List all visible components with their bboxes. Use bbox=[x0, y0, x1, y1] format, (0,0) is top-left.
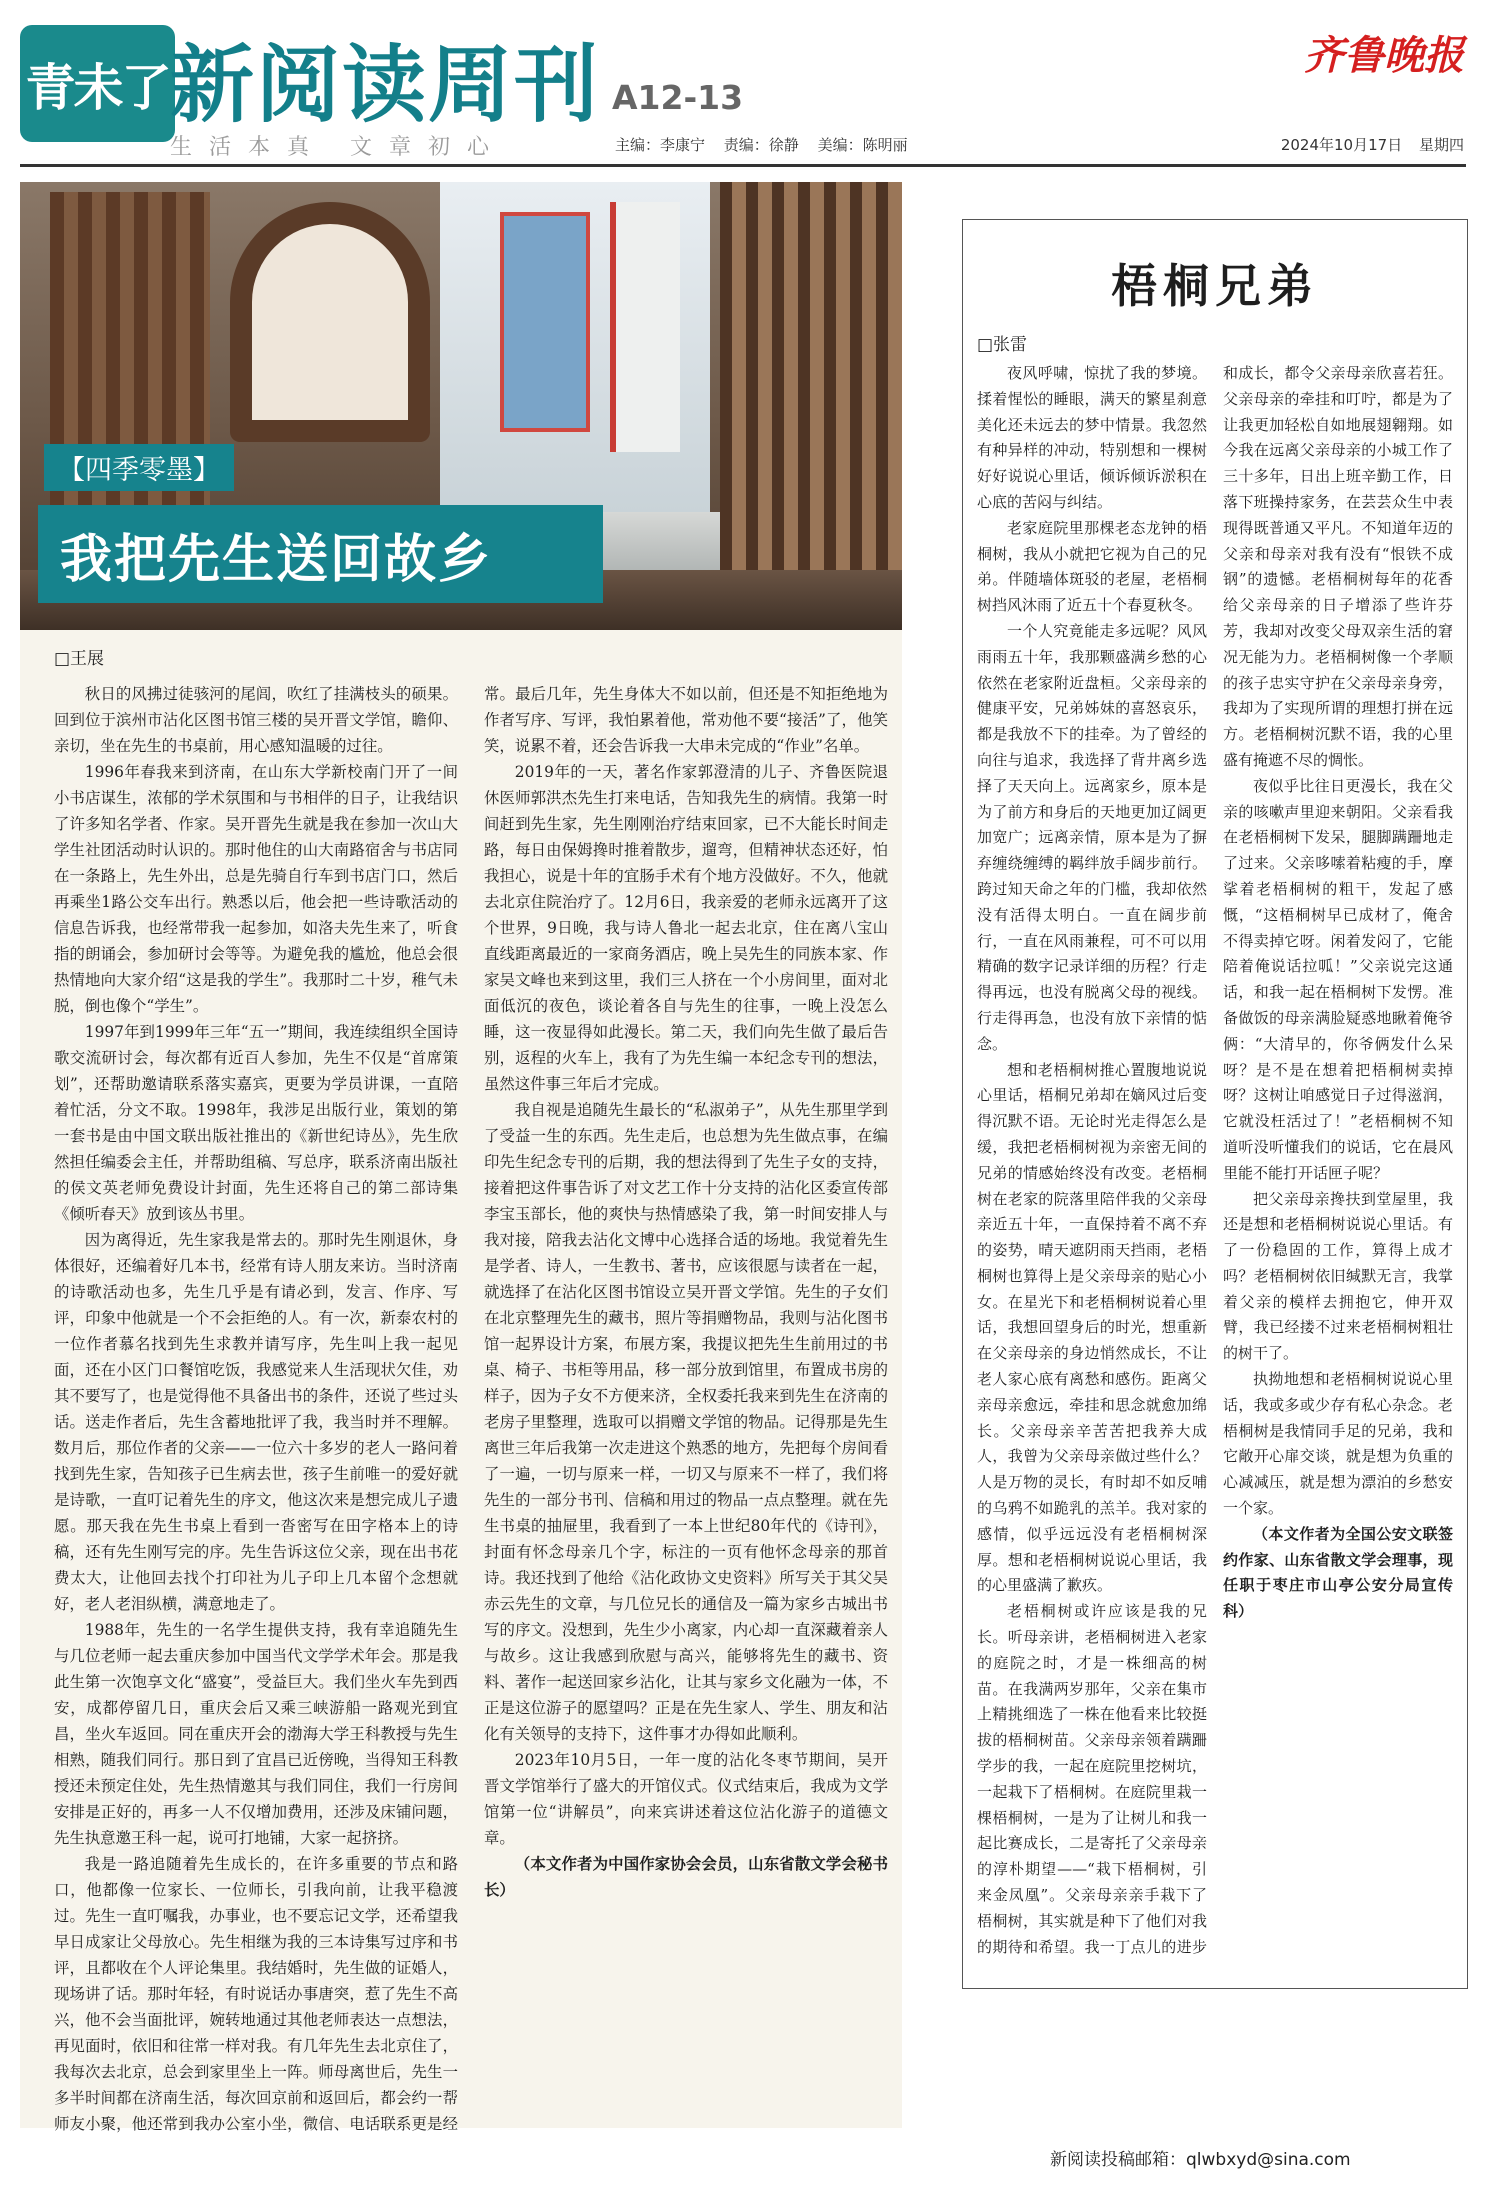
article-paragraph: 2023年10月5日，一年一度的沾化冬枣节期间，吴开晋文学馆举行了盛大的开馆仪式。仪式结束后，我成为文学馆第一位“讲解员”，向来宾讲述着这位沾化游子的道德文章。 bbox=[484, 1751, 888, 1847]
newspaper-logo: 齐鲁晚报 bbox=[1304, 32, 1464, 79]
article-paragraph: 因为离得近，先生家我是常去的。那时先生刚退休，身体很好，还编着好几本书，经常有诗人朋友来访。当时济南的诗歌活动也多，先生几乎是有请必到，发言、作序、写评，印象中他就是一个不会拒绝的人。有一次，新泰农村的一位作者慕名找到先生求教并请写序，先生叫上我一起见面，还在小区门口餐馆吃饭，我感觉来人生活现状欠佳，劝其不要写了，也是觉得他不具备出书的条件，还说了些过头话。送走作者后，先生含蓄地批评了我，我当时并不理解。数月后，那位作者的父亲——一位六十多岁的老人一路问着找到先生家，告知孩子已生病去世，孩子生前唯一的爱好就是诗歌，一直叮记着先生的序文，他这次来是想完成儿子遗愿。那天我在先生书桌上看到一沓密写在田字格本上的诗稿，还有先生刚写完的序。先生告诉这位父亲，现在出书花费太大，让他回去找个打印社为儿子印上几本留个念想就好，老人老泪纵横，满意地走了。 bbox=[54, 1231, 458, 1613]
essay-byline: □张雷 bbox=[977, 335, 1028, 355]
article-paragraph: 1988年，先生的一名学生提供支持，我有幸追随先生与几位老师一起去重庆参加中国当代文学学术年会。那是我此生第一次饱享文化“盛宴”，受益巨大。我们坐火车先到西安，成都停留几日，重庆会后又乘三峡游船一路观光到宜昌，坐火车返回。同在重庆开会的渤海大学王科教授与先生相熟，随我们同行。那日到了宜昌已近傍晚，当得知王科教授还未预定住处，先生热情邀其与我们同住，我们一行房间安排是正好的，再多一人不仅增加费用，还涉及床铺问题，先生执意邀王科一起，说可打地铺，大家一起挤挤。 bbox=[54, 1621, 458, 1847]
issue-date bbox=[1269, 134, 1464, 155]
photo-display-panel bbox=[500, 212, 590, 432]
feature-article bbox=[20, 630, 902, 2133]
headline-banner bbox=[38, 505, 603, 603]
feature-body bbox=[54, 681, 888, 2141]
article-paragraph: 老家庭院里那棵老态龙钟的梧桐树，我从小就把它视为自己的兄弟。伴随墙体斑驳的老屋，老梧桐树挡风沐雨了近五十个春夏秋冬。 bbox=[977, 518, 1207, 615]
column-label: 【四季零墨】 bbox=[44, 444, 234, 491]
photo-display-panel bbox=[610, 202, 680, 452]
page-title: 新阅读周刊 bbox=[170, 35, 601, 134]
essay-body bbox=[977, 361, 1453, 1976]
article-paragraph: 夜风呼啸，惊扰了我的梦境。揉着惺忪的睡眼，满天的繁星刹意美化还未远去的梦中情景。我忽然有种异样的冲动，特别想和一棵树好好说说心里话，倾诉倾诉淤积在心底的苦闷与纠结。 bbox=[977, 364, 1207, 511]
weekday-text: 星期四 bbox=[1418, 136, 1464, 154]
author-note: （本文作者为全国公安文联签约作家、山东省散文学会理事，现任职于枣庄市山亭公安分局宣传科） bbox=[1223, 1524, 1453, 1621]
article-paragraph: 秋日的风拂过徒骇河的尾闾，吹红了挂满枝头的硕果。回到位于滨州市沾化区图书馆三楼的吴开晋文学馆，瞻仰、亲切，坐在先生的书桌前，用心感知温暖的过往。 bbox=[54, 685, 458, 755]
date-text: 2024年10月17日 bbox=[1280, 136, 1403, 154]
article-paragraph: 老梧桐树或许应该是我的兄长。听母亲讲，老梧桐树进入老家的庭院之时，才是一株细高的树苗。在我满两岁那年，父亲在集市上精挑细选了一株在他看来比较挺拔的梧桐树苗。父亲母亲领着蹒跚学步的我，一起在庭院里挖树坑，一起栽下了梧桐树。在庭院里栽一棵梧桐树，一是为了让树儿和我一起比赛成长，二是寄托了父亲母亲的淳朴期望——“栽下梧桐树，引来金凤凰”。父亲母亲亲手栽下了梧桐树，其实就是种下了他们对我的期待和希望。我一丁点儿的进步和成长，都令父亲母亲欣喜若狂。父亲母亲的牵挂和叮咛，都是为了让我更加轻松自如地展翅翱翔。如今我在远离父亲母亲的小城工作了三十多年，日出上班辛勤工作，日落下班操持家务，在芸芸众生中表现得既普通又平凡。不知道年迈的父亲和母亲对我有没有“恨铁不成钢”的遗憾。老梧桐树每年的花香给父亲母亲的日子增添了些许芬芳，我却对改变父母双亲生活的窘况无能为力。老梧桐树像一个孝顺的孩子忠实守护在父亲母亲身旁，我却为了实现所谓的理想打拼在远方。老梧桐树沉默不语，我的心里盛有掩遮不尽的惆怅。 bbox=[977, 364, 1453, 1956]
article-paragraph: 一个人究竟能走多远呢？风风雨雨五十年，我那颗盛满乡愁的心依然在老家附近盘桓。父亲母亲的健康平安，兄弟姊妹的喜怒哀乐，都是我放不下的挂牵。为了曾经的向往与追求，我选择了背井离乡选择了天天向上。远离家乡，原本是为了前方和身后的天地更加辽阔更加宽广；远离亲情，原本是为了摒弃缠绕缠缚的羁绊放手阔步前行。跨过知天命之年的门槛，我却依然没有活得太明白。一直在阔步前行，一直在风雨兼程，可不可以用精确的数字记录详细的历程？行走得再远，也没有脱离父母的视线。行走得再急，也没有放下亲情的惦念。 bbox=[977, 621, 1207, 1053]
article-paragraph: 1996年春我来到济南，在山东大学新校南门开了一间小书店谋生，浓郁的学术氛围和与书相伴的日子，让我结识了许多知名学者、作家。吴开晋先生就是我在参加一次山大学生社团活动时认识的。那时他住的山大南路宿舍与书店同在一条路上，先生外出，总是先骑自行车到书店门口，然后再乘坐1路公交车出行。熟悉以后，他会把一些诗歌活动的信息告诉我，也经常带我一起参加，如洛夫先生来了，听食指的朗诵会，参加研讨会等等。为避免我的尴尬，他总会很热情地向大家介绍“这是我的学生”。我那时二十岁，稚气未脱，倒也像个“学生”。 bbox=[54, 763, 458, 1015]
page-number: A12-13 bbox=[612, 78, 744, 117]
article-paragraph: 执拗地想和老梧桐树说说心里话，我或多或少存有私心杂念。老梧桐树是我情同手足的兄弟，我和它敞开心扉交谈，就是想为负重的心减减压，就是想为漂泊的乡愁安一个家。 bbox=[1223, 1370, 1453, 1518]
column-logo: 青未了 bbox=[20, 25, 175, 142]
editor-credits bbox=[615, 134, 922, 155]
article-paragraph: 1997年到1999年三年“五一”期间，我连续组织全国诗歌交流研讨会，每次都有近百人参加，先生不仅是“首席策划”，还帮助邀请联系落实嘉宾，更要为学员讲课，一直陪着忙活，分文不取。1998年，我涉足出版行业，策划的第一套书是由中国文联出版社推出的《新世纪诗丛》，先生欣然担任编委会主任，并帮助组稿、写总序，联系济南出版社的侯文英老师免费设计封面，先生还将自己的第二部诗集《倾听春天》放到该丛书里。 bbox=[54, 1023, 458, 1223]
article-paragraph: 我自视是追随先生最长的“私淑弟子”，从先生那里学到了受益一生的东西。先生走后，也总想为先生做点事，在编印先生纪念专刊的后期，我的想法得到了先生子女的支持，接着把这件事告诉了对文艺工作十分支持的沾化区委宣传部李宝玉部长，他的爽快与热情感染了我，第一时间安排人与我对接，陪我去沾化文博中心选择合适的场地。我觉着先生是学者、诗人，一生教书、著书，应该很愿与读者在一起，就选择了在沾化区图书馆设立吴开晋文学馆。先生的子女们在北京整理先生的藏书，照片等捐赠物品，我则与沾化图书馆一起界设计方案，布展方案，我提议把先生生前用过的书桌、椅子、书柜等用品，移一部分放到馆里，布置成书房的样子，因为子女不方便来济，全权委托我来到先生在济南的老房子里整理，选取可以捐赠文学馆的物品。记得那是先生离世三年后我第一次走进这个熟悉的地方，先把每个房间看了一遍，一切与原来一样，一切又与原来不一样了，我们将先生的一部分书刊、信稿和用过的物品一点点整理。就在先生书桌的抽屉里，我看到了一本上世纪80年代的《诗刊》，封面有怀念母亲几个字，标注的一页有他怀念母亲的那首诗。我还找到了他给《沾化政协文史资料》所写关于其父吴赤云先生的文章，与几位兄长的通信及一篇为家乡古城出书写的序文。没想到，先生少小离家，内心却一直深藏着亲人与故乡。这让我感到欣慰与高兴，能够将先生的藏书、资料、著作一起送回家乡沾化，让其与家乡文化融为一体，不正是这位游子的愿望吗？正是在先生家人、学生、朋友和沾化有关领导的支持下，这件事才办得如此顺利。 bbox=[484, 1101, 888, 1743]
essay-title: 梧桐兄弟 bbox=[1111, 259, 1319, 313]
art-editor: 美编：陈明丽 bbox=[817, 136, 908, 154]
article-paragraph: 夜似乎比往日更漫长，我在父亲的咳嗽声里迎来朝阳。父亲看我在老梧桐树下发呆，腿脚蹒跚地走了过来。父亲哆嗦着粘瘦的手，摩挲着老梧桐树的粗干，发起了感慨，“这梧桐树早已成材了，俺舍不得卖掉它呀。闲着发闷了，它能陪着俺说话拉呱！”父亲说完这通话，和我一起在梧桐树下发愣。准备做饭的母亲满脸疑惑地瞅着俺爷俩：“大清早的，你爷俩发什么呆呀？是不是在想着把梧桐树卖掉呀？这树让咱感觉日子过得滋润，它就没枉活过了！”老梧桐树不知道听没听懂我们的说话，它在晨风里能不能打开话匣子呢？ bbox=[1223, 776, 1453, 1182]
article-paragraph: 我是一路追随着先生成长的，在许多重要的节点和路口，他都像一位家长、一位师长，引我向前，让我平稳渡过。先生一直叮嘱我，办事业，也不要忘记文学，还希望我早日成家让父母放心。先生相继为我的三本诗集写过序和书评，且都收在个人评论集里。我结婚时，先生做的证婚人，现场讲了话。那时年轻，有时说话办事唐突，惹了先生不高兴，他不会当面批评，婉转地通过其他老师表达一点想法，再见面时，依旧和往常一样对我。有几年先生去北京住了，我每次去北京，总会到家里坐上一阵。师母离世后，先生一多半时间都在济南生活，每次回京前和返回后，都会约一帮师友小聚，他还常到我办公室小坐，微信、电话联系更是经常。最后几年，先生身体大不如以前，但还是不知拒绝地为作者写序、写评，我怕累着他，常劝他不要“接活”了，他笑笑，说累不着，还会告诉我一大串未完成的“作业”名单。 bbox=[54, 685, 888, 2133]
photo-moon-gate bbox=[230, 202, 430, 442]
page-slogan: 生活本真 文章初心 bbox=[170, 135, 506, 160]
essay-box bbox=[962, 219, 1468, 1989]
chief-editor: 主编：李康宁 bbox=[615, 136, 706, 154]
article-paragraph: 把父亲母亲搀扶到堂屋里，我还是想和老梧桐树说说心里话。有了一份稳固的工作，算得上成才吗？老梧桐树依旧缄默无言，我掌着父亲的模样去拥抱它，伸开双臂，我已经搂不过来老梧桐树粗壮的树干了。 bbox=[1223, 1189, 1453, 1363]
feature-headline: 我把先生送回故乡 bbox=[60, 528, 493, 590]
duty-editor: 责编：徐静 bbox=[723, 136, 799, 154]
article-paragraph: 想和老梧桐树推心置腹地说说心里话，梧桐兄弟却在嫡风过后变得沉默不语。无论时光走得怎么是缓，我把老梧桐树视为亲密无间的兄弟的情感始终没有改变。老梧桐树在老家的院落里陪伴我的父亲母亲近五十年，一直保持着不离不弃的姿势，晴天遮阴雨天挡雨，老梧桐树也算得上是父亲母亲的贴心小女。在星光下和老梧桐树说着心里话，我想回望身后的时光，想重新在父亲母亲的身边悄然成长，不让老人家心底有离愁和感伤。距离父亲母亲愈远，牵挂和思念就愈加绵长。父亲母亲辛苦苦把我养大成人，我曾为父亲母亲做过些什么？人是万物的灵长，有时却不如反哺的乌鸦不如跪乳的羔羊。我对家的感情，似乎远远没有老梧桐树深厚。想和老梧桐树说说心里话，我的心里盛满了歉疚。 bbox=[977, 1060, 1207, 1595]
feature-byline: □王展 bbox=[54, 649, 105, 669]
submission-email: 新阅读投稿邮箱：qlwbxyd@sina.com bbox=[1050, 2150, 1351, 2170]
photo-wood-screen bbox=[720, 182, 902, 630]
masthead-divider bbox=[20, 164, 1466, 167]
author-note: （本文作者为中国作家协会会员，山东省散文学会秘书长） bbox=[484, 1855, 888, 1899]
article-paragraph: 2019年的一天，著名作家郭澄清的儿子、齐鲁医院退休医师郭洪杰先生打来电话，告知我先生的病情。我第一时间赶到先生家，先生刚刚治疗结束回家，已不大能长时间走路，每日由保姆搀时推着散步，遛弯，但精神状态还好，怕我担心，说是十年的宜肠手术有个地方没做好。不久，他就去北京住院治疗了。12月6日，我亲爱的老师永远离开了这个世界，9日晚，我与诗人鲁北一起去北京，住在离八宝山直线距离最近的一家商务酒店，晚上吴先生的同族本家、作家吴文峰也来到这里，我们三人挤在一个小房间里，面对北面低沉的夜色，谈论着各自与先生的往事，一晚上没怎么睡，这一夜显得如此漫长。第二天，我们向先生做了最后告别，返程的火车上，我有了为先生编一本纪念专刊的想法，虽然这件事三年后才完成。 bbox=[484, 763, 888, 1093]
